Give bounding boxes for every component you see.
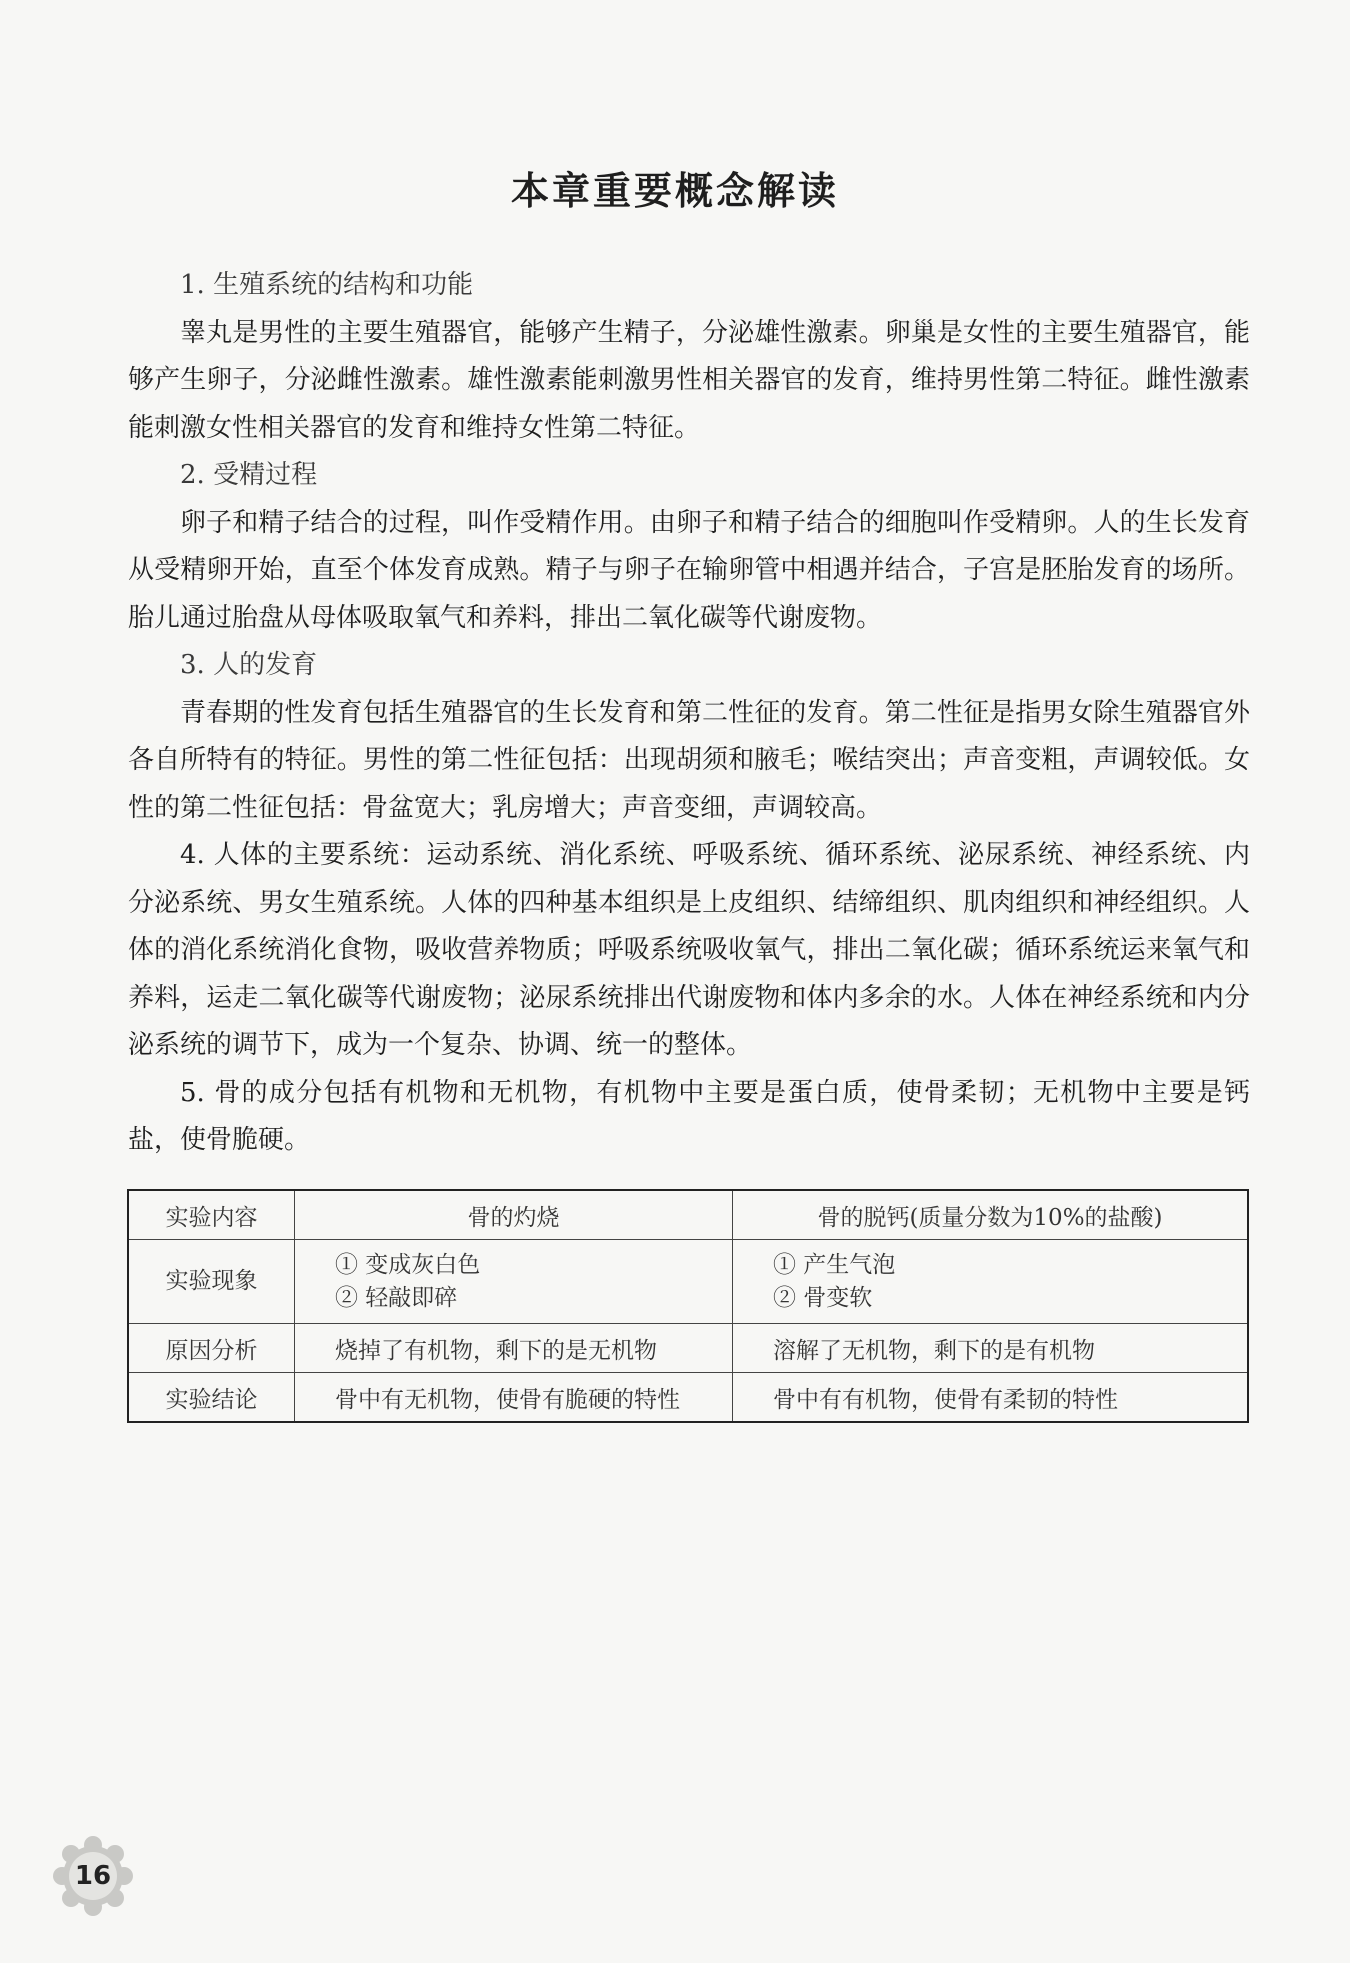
section-paragraph: 睾丸是男性的主要生殖器官，能够产生精子，分泌雄性激素。卵巢是女性的主要生殖器官，能够产生卵子，分泌雌性激素。雄性激素能刺激男性相关器官的发育，维持男性第二特征。雌性激素能刺激女性相关器官的发育和维持女性第二特征。: [128, 317, 1250, 443]
cell-line: ① 产生气泡: [773, 1251, 896, 1278]
table-cell: 骨中有无机物，使骨有脆硬的特性: [295, 1373, 733, 1423]
experiment-table: [127, 1189, 1249, 1423]
table-header-cell: 骨的脱钙(质量分数为10%的盐酸): [733, 1190, 1249, 1240]
table-header-row: [128, 1190, 1248, 1240]
section-heading: 2. 受精过程: [180, 460, 318, 490]
page-number: 16: [74, 1861, 112, 1891]
table-cell: [295, 1240, 733, 1324]
table-cell: [733, 1240, 1249, 1324]
table-row: [128, 1324, 1248, 1373]
row-label: 实验结论: [128, 1373, 295, 1423]
cell-line: ① 变成灰白色: [335, 1251, 481, 1278]
page-title: 本章重要概念解读: [510, 169, 839, 213]
row-label: 实验现象: [128, 1240, 295, 1324]
table-row: [128, 1240, 1248, 1324]
section-paragraph: 青春期的性发育包括生殖器官的生长发育和第二性征的发育。第二性征是指男女除生殖器官外各自所特有的特征。男性的第二性征包括：出现胡须和腋毛；喉结突出；声音变粗，声调较低。女性的第二性征包括：骨盆宽大；乳房增大；声音变细，声调较高。: [128, 697, 1250, 823]
table-header-cell: 实验内容: [128, 1190, 295, 1240]
table-cell: 溶解了无机物，剩下的是有机物: [733, 1324, 1249, 1373]
table-cell: 烧掉了有机物，剩下的是无机物: [295, 1324, 733, 1373]
table-row: [128, 1373, 1248, 1423]
page-number-badge: [53, 1836, 133, 1916]
row-label: 原因分析: [128, 1324, 295, 1373]
cell-line: ② 骨变软: [773, 1284, 873, 1311]
cell-line: ② 轻敲即碎: [335, 1284, 458, 1311]
section-heading: 1. 生殖系统的结构和功能: [180, 270, 474, 300]
table-header-cell: 骨的灼烧: [295, 1190, 733, 1240]
section-heading: 3. 人的发育: [180, 650, 318, 680]
section-paragraph-4: 4. 人体的主要系统：运动系统、消化系统、呼吸系统、循环系统、泌尿系统、神经系统、内分泌系统、男女生殖系统。人体的四种基本组织是上皮组织、结缔组织、肌肉组织和神经组织。人体的消化系统消化食物，吸收营养物质；呼吸系统吸收氧气，排出二氧化碳；循环系统运来氧气和养料，运走二氧化碳等代谢废物；泌尿系统排出代谢废物和体内多余的水。人体在神经系统和内分泌系统的调节下，成为一个复杂、协调、统一的整体。: [128, 840, 1250, 1060]
table-cell: 骨中有有机物，使骨有柔韧的特性: [733, 1373, 1249, 1423]
section-paragraph-5: 5. 骨的成分包括有机物和无机物，有机物中主要是蛋白质，使骨柔韧；无机物中主要是钙盐，使骨脆硬。: [128, 1077, 1250, 1155]
section-paragraph: 卵子和精子结合的过程，叫作受精作用。由卵子和精子结合的细胞叫作受精卵。人的生长发育从受精卵开始，直至个体发育成熟。精子与卵子在输卵管中相遇并结合，子宫是胚胎发育的场所。胎儿通过胎盘从母体吸取氧气和养料，排出二氧化碳等代谢废物。: [128, 507, 1250, 633]
content-body: [128, 262, 1250, 1165]
